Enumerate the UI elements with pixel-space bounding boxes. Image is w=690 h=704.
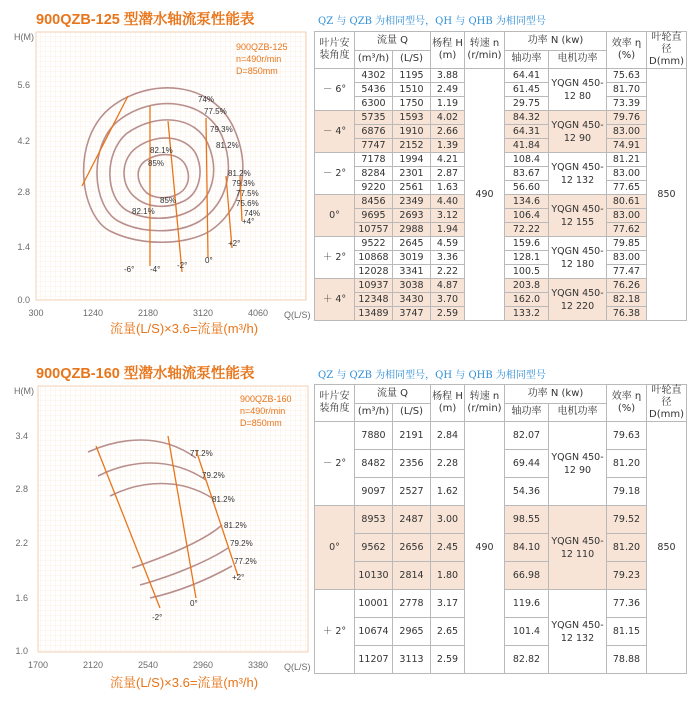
cell-q-ls: 2152 (393, 139, 431, 153)
chart1-x-label: Q(L/S) (284, 310, 311, 320)
cell-efficiency: 83.00 (607, 251, 647, 265)
cell-q-m3h: 10937 (355, 279, 393, 293)
hdr-ls: (L/S) (393, 403, 431, 422)
hdr-eff: 效率 η (%) (607, 32, 647, 69)
hdr-flow: 流量 Q (355, 385, 431, 404)
cell-shaft-power: 83.67 (505, 167, 549, 181)
hdr-head: 杨程 H (m) (431, 32, 465, 69)
cell-head: 1.62 (431, 478, 465, 506)
cell-efficiency: 79.76 (607, 111, 647, 125)
chart1-eff-label: 85% (148, 159, 165, 168)
cell-q-m3h: 9220 (355, 181, 393, 195)
cell-motor: YQGN 450-12 132 (549, 153, 607, 195)
cell-head: 1.19 (431, 97, 465, 111)
chart1-eff-label: 79.3% (210, 125, 233, 134)
chart1-angle-label: 0° (205, 256, 213, 265)
cell-head: 3.17 (431, 590, 465, 618)
chart2-x-tick: 1700 (27, 660, 49, 670)
hdr-power: 功率 N (kw) (505, 32, 607, 51)
chart1-x-tick: 1240 (82, 308, 104, 318)
cell-head: 1.39 (431, 139, 465, 153)
cell-efficiency: 78.88 (607, 646, 647, 674)
chart1-y-tick: 0.0 (17, 295, 30, 305)
cell-q-ls: 1593 (393, 111, 431, 125)
chart1-angle-label: +4° (242, 217, 255, 226)
cell-efficiency: 81.15 (607, 618, 647, 646)
chart2-formula: 流量(L/S)×3.6=流量(m³/h) (110, 675, 259, 690)
cell-head: 2.66 (431, 125, 465, 139)
chart2-y-tick: 2.2 (15, 538, 28, 548)
cell-efficiency: 80.61 (607, 195, 647, 209)
chart1-angle-label: -4° (150, 265, 161, 274)
chart1-formula: 流量(L/S)×3.6=流量(m³/h) (110, 321, 259, 336)
cell-angle: － 2° (315, 153, 355, 195)
cell-q-m3h: 9695 (355, 209, 393, 223)
cell-head: 3.70 (431, 293, 465, 307)
chart2-eff-label: 79.2% (202, 471, 225, 480)
cell-efficiency: 79.63 (607, 422, 647, 450)
chart2-angle-label: -2° (152, 613, 163, 622)
chart2-angle-label: +2° (232, 573, 245, 582)
chart2-y-tick: 1.0 (15, 646, 28, 656)
cell-shaft-power: 41.84 (505, 139, 549, 153)
cell-efficiency: 77.36 (607, 590, 647, 618)
cell-q-m3h: 9097 (355, 478, 393, 506)
hdr-speed: 转速 n (r/min) (465, 32, 505, 69)
cell-efficiency: 79.18 (607, 478, 647, 506)
cell-head: 4.59 (431, 237, 465, 251)
cell-q-m3h: 10868 (355, 251, 393, 265)
chart1-speed: n=490r/min (236, 54, 282, 64)
cell-angle: － 4° (315, 111, 355, 153)
cell-head: 4.21 (431, 153, 465, 167)
table-row (315, 69, 687, 83)
cell-efficiency: 81.70 (607, 83, 647, 97)
cell-q-ls: 1195 (393, 69, 431, 83)
chart1-y-tick: 5.6 (17, 80, 30, 90)
cell-q-ls: 2778 (393, 590, 431, 618)
table-row (315, 422, 687, 450)
cell-head: 3.00 (431, 506, 465, 534)
cell-q-ls: 3113 (393, 646, 431, 674)
cell-shaft-power: 108.4 (505, 153, 549, 167)
cell-shaft-power: 128.1 (505, 251, 549, 265)
cell-q-ls: 2191 (393, 422, 431, 450)
chart1-diameter: D=850mm (236, 66, 278, 76)
cell-motor: YQGN 450-12 180 (549, 237, 607, 279)
hdr-diameter: 叶轮直径 D(mm) (647, 32, 687, 69)
cell-q-ls: 2693 (393, 209, 431, 223)
cell-head: 3.88 (431, 69, 465, 83)
cell-efficiency: 77.65 (607, 181, 647, 195)
cell-shaft-power: 203.8 (505, 279, 549, 293)
cell-q-m3h: 13489 (355, 307, 393, 321)
cell-head: 2.28 (431, 450, 465, 478)
section2-title: 900QZB-160 型潜水轴流泵性能表 (36, 366, 255, 382)
cell-q-ls: 2645 (393, 237, 431, 251)
cell-angle: 0° (315, 195, 355, 237)
cell-head: 3.12 (431, 209, 465, 223)
cell-q-ls: 2965 (393, 618, 431, 646)
cell-q-ls: 3747 (393, 307, 431, 321)
chart2-eff-label: 77.2% (234, 557, 257, 566)
chart2-x-label: Q(L/S) (284, 662, 311, 672)
cell-angle: － 2° (315, 422, 355, 506)
cell-head: 2.65 (431, 618, 465, 646)
section1-note: QZ 与 QZB 为相同型号，QH 与 QHB 为相同型号 (318, 16, 546, 27)
chart1-x-tick: 4060 (247, 308, 269, 318)
hdr-ls: (L/S) (393, 50, 431, 69)
hdr-shaft: 轴功率 (505, 50, 549, 69)
cell-shaft-power: 162.0 (505, 293, 549, 307)
cell-shaft-power: 119.6 (505, 590, 549, 618)
cell-efficiency: 75.63 (607, 69, 647, 83)
cell-shaft-power: 159.6 (505, 237, 549, 251)
chart2-y-label: H(M) (14, 386, 34, 396)
cell-q-m3h: 12028 (355, 265, 393, 279)
chart2-eff-label: 81.2% (224, 521, 247, 530)
cell-angle: － 6° (315, 69, 355, 111)
cell-head: 2.87 (431, 167, 465, 181)
hdr-speed: 转速 n (r/min) (465, 385, 505, 422)
chart2-x-tick: 3380 (247, 660, 269, 670)
chart2-x-tick: 2120 (82, 660, 104, 670)
chart2-y-tick: 1.6 (15, 593, 28, 603)
cell-efficiency: 83.00 (607, 209, 647, 223)
cell-efficiency: 81.20 (607, 534, 647, 562)
chart2-angle-label: 0° (190, 599, 198, 608)
cell-shaft-power: 133.2 (505, 307, 549, 321)
cell-motor: YQGN 450-12 80 (549, 69, 607, 111)
spec-table-1 (314, 31, 687, 321)
cell-efficiency: 74.91 (607, 139, 647, 153)
cell-q-m3h: 7178 (355, 153, 393, 167)
chart1-eff-label: 82.1% (150, 146, 173, 155)
cell-efficiency: 83.00 (607, 125, 647, 139)
chart2-eff-label: 81.2% (212, 495, 235, 504)
hdr-eff: 效率 η (%) (607, 385, 647, 422)
cell-shaft-power: 66.98 (505, 562, 549, 590)
cell-q-m3h: 12348 (355, 293, 393, 307)
hdr-flow: 流量 Q (355, 32, 431, 51)
chart2-eff-label: 77.2% (190, 449, 213, 458)
hdr-head: 杨程 H (m) (431, 385, 465, 422)
cell-q-ls: 2527 (393, 478, 431, 506)
cell-q-ls: 2487 (393, 506, 431, 534)
chart1-x-tick: 2180 (137, 308, 159, 318)
chart2-diameter: D=850mm (240, 418, 282, 428)
cell-shaft-power: 54.36 (505, 478, 549, 506)
cell-q-ls: 2356 (393, 450, 431, 478)
cell-head: 2.22 (431, 265, 465, 279)
cell-head: 4.40 (431, 195, 465, 209)
cell-angle: 0° (315, 506, 355, 590)
cell-head: 2.84 (431, 422, 465, 450)
cell-q-ls: 2349 (393, 195, 431, 209)
cell-q-m3h: 8953 (355, 506, 393, 534)
hdr-diameter: 叶轮直径 D(mm) (647, 385, 687, 422)
chart1-angle-label: +2° (228, 239, 241, 248)
cell-angle: ＋ 4° (315, 279, 355, 321)
cell-head: 2.59 (431, 646, 465, 674)
spec-table-2 (314, 384, 687, 674)
cell-head: 2.45 (431, 534, 465, 562)
chart1-angle-label: -6° (124, 265, 135, 274)
cell-shaft-power: 101.4 (505, 618, 549, 646)
cell-shaft-power: 61.45 (505, 83, 549, 97)
chart1-eff-label: 81.2% (216, 141, 239, 150)
cell-q-m3h: 8284 (355, 167, 393, 181)
cell-efficiency: 82.18 (607, 293, 647, 307)
section2-note: QZ 与 QZB 为相同型号，QH 与 QHB 为相同型号 (318, 370, 546, 381)
chart1-eff-label: 85% (160, 196, 177, 205)
chart1-eff-label: 74% (198, 95, 215, 104)
cell-shaft-power: 72.22 (505, 223, 549, 237)
cell-efficiency: 83.00 (607, 167, 647, 181)
cell-shaft-power: 134.6 (505, 195, 549, 209)
chart1-eff-label: 82.1% (132, 207, 155, 216)
chart1-eff-label: 74% (244, 209, 261, 218)
cell-q-ls: 3019 (393, 251, 431, 265)
chart1-x-tick: 300 (28, 308, 44, 318)
section1-title: 900QZB-125 型潜水轴流泵性能表 (36, 12, 255, 28)
cell-q-ls: 1510 (393, 83, 431, 97)
chart1-eff-label: 75.6% (236, 199, 259, 208)
cell-motor: YQGN 450-12 220 (549, 279, 607, 321)
cell-shaft-power: 64.31 (505, 125, 549, 139)
cell-q-m3h: 10001 (355, 590, 393, 618)
cell-shaft-power: 82.07 (505, 422, 549, 450)
cell-speed: 490 (465, 69, 505, 321)
cell-q-m3h: 10674 (355, 618, 393, 646)
cell-efficiency: 73.39 (607, 97, 647, 111)
cell-q-m3h: 8482 (355, 450, 393, 478)
cell-efficiency: 76.38 (607, 307, 647, 321)
cell-motor: YQGN 450-12 90 (549, 111, 607, 153)
cell-head: 4.87 (431, 279, 465, 293)
cell-efficiency: 79.85 (607, 237, 647, 251)
cell-motor: YQGN 450-12 155 (549, 195, 607, 237)
cell-q-ls: 1750 (393, 97, 431, 111)
cell-q-m3h: 7880 (355, 422, 393, 450)
chart1-y-tick: 4.2 (17, 136, 30, 146)
cell-angle: ＋ 2° (315, 237, 355, 279)
cell-speed: 490 (465, 422, 505, 674)
cell-q-m3h: 10130 (355, 562, 393, 590)
chart2-model: 900QZB-160 (240, 394, 292, 404)
chart2 (0, 380, 315, 675)
cell-efficiency: 81.20 (607, 450, 647, 478)
cell-efficiency: 77.47 (607, 265, 647, 279)
hdr-motor: 电机功率 (549, 50, 607, 69)
chart2-y-tick: 3.4 (15, 431, 28, 441)
cell-head: 2.49 (431, 83, 465, 97)
chart1-eff-label: 81.2% (228, 169, 251, 178)
hdr-shaft: 轴功率 (505, 403, 549, 422)
cell-shaft-power: 69.44 (505, 450, 549, 478)
cell-head: 1.80 (431, 562, 465, 590)
cell-q-m3h: 5735 (355, 111, 393, 125)
cell-q-m3h: 7747 (355, 139, 393, 153)
cell-shaft-power: 100.5 (505, 265, 549, 279)
cell-q-m3h: 9562 (355, 534, 393, 562)
cell-q-ls: 2814 (393, 562, 431, 590)
chart2-x-tick: 2540 (137, 660, 159, 670)
chart2-eff-label: 79.2% (230, 539, 253, 548)
cell-q-ls: 3038 (393, 279, 431, 293)
cell-efficiency: 79.23 (607, 562, 647, 590)
hdr-m3h: (m³/h) (355, 50, 393, 69)
cell-q-m3h: 6876 (355, 125, 393, 139)
cell-shaft-power: 29.75 (505, 97, 549, 111)
hdr-m3h: (m³/h) (355, 403, 393, 422)
cell-motor: YQGN 450-12 110 (549, 506, 607, 590)
cell-efficiency: 77.62 (607, 223, 647, 237)
chart1-eff-label: 77.5% (204, 107, 227, 116)
cell-q-m3h: 5436 (355, 83, 393, 97)
cell-q-ls: 2301 (393, 167, 431, 181)
chart1-eff-label: 79.3% (232, 179, 255, 188)
cell-motor: YQGN 450-12 90 (549, 422, 607, 506)
cell-q-m3h: 6300 (355, 97, 393, 111)
chart2-y-tick: 2.8 (15, 484, 28, 494)
cell-motor: YQGN 450-12 132 (549, 590, 607, 674)
cell-shaft-power: 106.4 (505, 209, 549, 223)
cell-q-m3h: 4302 (355, 69, 393, 83)
cell-q-ls: 3341 (393, 265, 431, 279)
cell-shaft-power: 82.82 (505, 646, 549, 674)
cell-head: 4.02 (431, 111, 465, 125)
hdr-angle: 叶片安装角度 (315, 32, 355, 69)
cell-q-ls: 2656 (393, 534, 431, 562)
cell-q-ls: 2988 (393, 223, 431, 237)
cell-angle: ＋ 2° (315, 590, 355, 674)
hdr-motor: 电机功率 (549, 403, 607, 422)
cell-q-ls: 2561 (393, 181, 431, 195)
cell-q-m3h: 10757 (355, 223, 393, 237)
chart1 (0, 26, 315, 321)
hdr-angle: 叶片安装角度 (315, 385, 355, 422)
cell-shaft-power: 84.32 (505, 111, 549, 125)
cell-q-m3h: 9522 (355, 237, 393, 251)
chart1-y-tick: 2.8 (17, 187, 30, 197)
cell-efficiency: 76.26 (607, 279, 647, 293)
cell-shaft-power: 98.55 (505, 506, 549, 534)
chart1-angle-label: -2° (177, 261, 188, 270)
chart1-x-tick: 3120 (192, 308, 214, 318)
cell-q-m3h: 11207 (355, 646, 393, 674)
cell-head: 1.63 (431, 181, 465, 195)
cell-efficiency: 79.52 (607, 506, 647, 534)
chart2-x-tick: 2960 (192, 660, 214, 670)
cell-q-ls: 1994 (393, 153, 431, 167)
hdr-power: 功率 N (kw) (505, 385, 607, 404)
cell-diameter: 850 (647, 69, 687, 321)
chart2-speed: n=490r/min (240, 406, 286, 416)
chart1-model: 900QZB-125 (236, 42, 288, 52)
cell-head: 2.59 (431, 307, 465, 321)
cell-shaft-power: 64.41 (505, 69, 549, 83)
cell-shaft-power: 84.10 (505, 534, 549, 562)
cell-q-ls: 3430 (393, 293, 431, 307)
cell-q-m3h: 8456 (355, 195, 393, 209)
cell-head: 3.36 (431, 251, 465, 265)
cell-shaft-power: 56.60 (505, 181, 549, 195)
cell-q-ls: 1910 (393, 125, 431, 139)
chart1-y-tick: 1.4 (17, 242, 30, 252)
cell-diameter: 850 (647, 422, 687, 674)
chart1-eff-label: 77.5% (236, 189, 259, 198)
cell-head: 1.94 (431, 223, 465, 237)
chart1-y-label: H(M) (14, 32, 34, 42)
cell-efficiency: 81.21 (607, 153, 647, 167)
